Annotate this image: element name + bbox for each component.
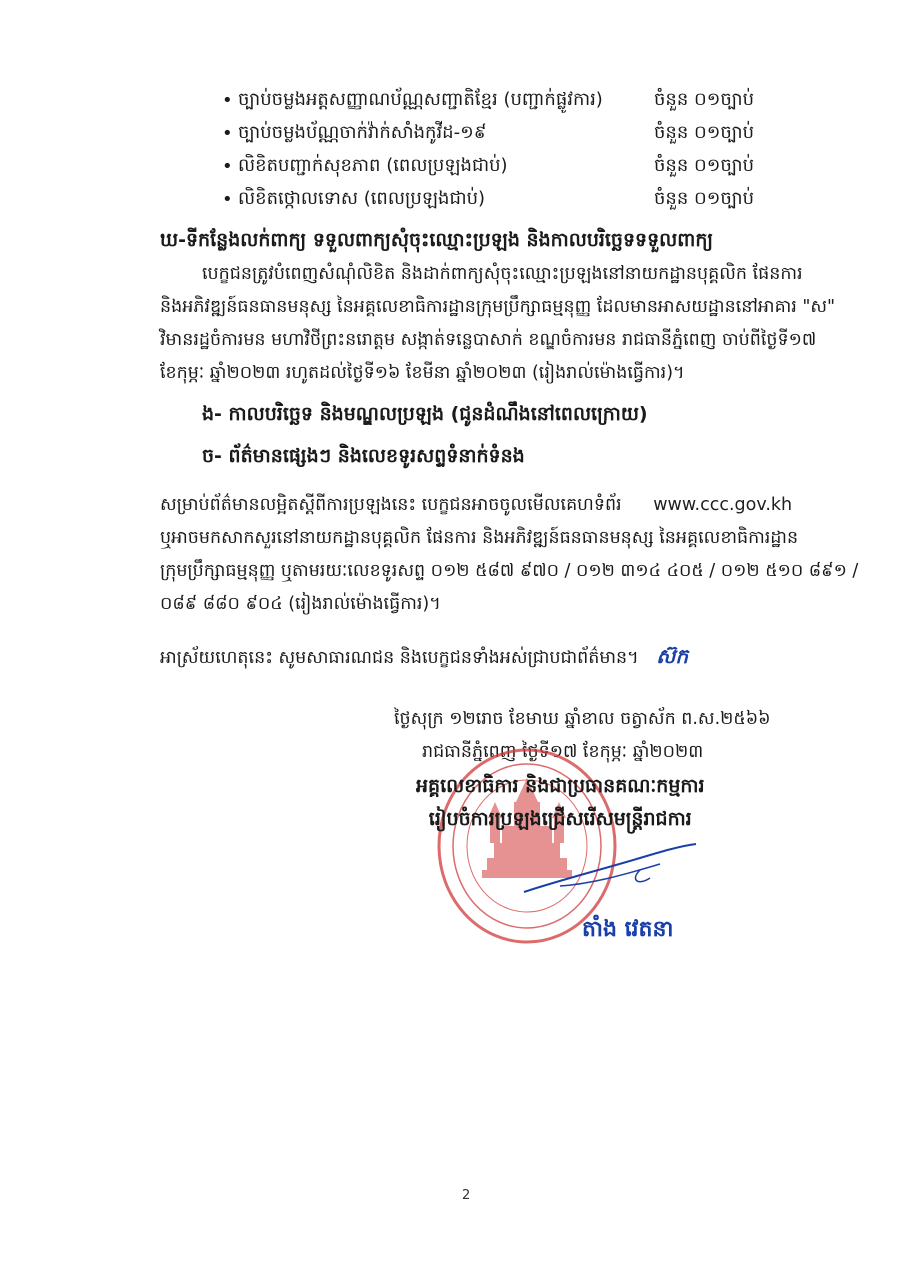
website-link[interactable]: www.ccc.gov.kh <box>653 495 793 515</box>
closing-statement <box>160 640 688 675</box>
section-cha-line: ក្រុមប្រឹក្សាធម្មនុញ្ញ ឬតាមរយៈលេខទូរសព្ទ ០១២ ៥៨៧ ៩៧០ / ០១២ ៣១៤ ៤០៥ / ០១២ ៥១០ ៨៩១ / <box>160 561 859 581</box>
section-ngo-heading: ង- កាលបរិច្ឆេទ និងមណ្ឌលប្រឡង (ជូនដំណឹងនៅពេលក្រោយ) <box>202 403 648 425</box>
signatory-name: តាំង វេតនា <box>582 917 674 942</box>
list-item-count: ចំនួន ០១ច្បាប់ <box>654 89 755 110</box>
section-cha-line1: សម្រាប់ព័ត៌មានលម្អិតស្ដីពីការប្រឡងនេះ បេក្ខជនអាចចូលមើលគេហទំព័រ <box>160 495 622 515</box>
list-item-text: ច្បាប់ចម្លងប័ណ្ណចាក់វ៉ាក់សាំងកូវីដ-១៩ <box>238 122 487 143</box>
list-item-text: លិខិតថ្កោលទោស (ពេលប្រឡងជាប់) <box>238 188 486 209</box>
signatory-title-line1: អគ្គលេខាធិការ និងជាប្រធានគណៈកម្មការ <box>416 775 705 797</box>
list-item-count: ចំនួន ០១ច្បាប់ <box>654 155 755 176</box>
section-gha-heading: ឃ-ទីកន្លែងលក់ពាក្យ ទទួលពាក្យសុំចុះឈ្មោះប្រឡង និងកាលបរិច្ឆេទទទួលពាក្យ <box>160 229 714 251</box>
handwritten-signature-icon <box>520 840 700 900</box>
signatory-title <box>416 770 705 836</box>
section-cha-line <box>160 489 792 522</box>
closing-text: អាស្រ័យហេតុនេះ សូមសាធារណជន និងបេក្ខជនទាំងអស់ជ្រាបជាព័ត៌មាន។ <box>160 648 639 668</box>
list-item-text: ច្បាប់ចម្លងអត្តសញ្ញាណប័ណ្ណសញ្ជាតិខ្មែរ (បញ្ជាក់ផ្លូវការ) <box>238 89 603 110</box>
list-item <box>222 150 812 183</box>
section-gha-line: ខែកុម្ភៈ ឆ្នាំ២០២៣ រហូតដល់ថ្ងៃទី១៦ ខែមីនា ឆ្នាំ២០២៣ (រៀងរាល់ម៉ោងធ្វើការ)។ <box>160 363 685 383</box>
section-gha-line: វិមានរដ្ឋចំការមន មហាវិថីព្រះនរោត្តម សង្កាត់ទន្លេបាសាក់ ខណ្ឌចំការមន រាជធានីភ្នំពេញ ចាប់ពីថ្ងៃទី១៧ <box>160 330 817 350</box>
list-item-count: ចំនួន ០១ច្បាប់ <box>654 188 755 209</box>
solar-date: រាជធានីភ្នំពេញ ថ្ងៃទី១៧ ខែកុម្ភៈ ឆ្នាំ២០២៣ <box>422 742 704 762</box>
handwritten-initial: ស៊ក <box>656 644 689 668</box>
signatory-title-line2: រៀបចំការប្រឡងជ្រើសរើសមន្ត្រីរាជការ <box>428 808 692 830</box>
list-item <box>222 84 812 117</box>
list-item-count: ចំនួន ០១ច្បាប់ <box>654 122 755 143</box>
section-cha-line: ០៨៩ ៨៨០ ៩០៤ (រៀងរាល់ម៉ោងធ្វើការ)។ <box>160 594 441 614</box>
list-item <box>222 117 812 150</box>
bullet-icon: • <box>222 90 233 111</box>
list-item <box>222 183 812 216</box>
required-documents-list <box>222 84 812 216</box>
list-item-text: លិខិតបញ្ជាក់សុខភាព (ពេលប្រឡងជាប់) <box>238 155 508 176</box>
bullet-icon: • <box>222 156 233 177</box>
lunar-date: ថ្ងៃសុក្រ ១២រោច ខែមាឃ ឆ្នាំខាល ចត្វាស័ក ព.ស.២៥៦៦ <box>394 709 771 729</box>
bullet-icon: • <box>222 189 233 210</box>
section-gha-line: និងអភិវឌ្ឍន៍ធនធានមនុស្ស នៃអគ្គលេខាធិការដ្ឋានក្រុមប្រឹក្សាធម្មនុញ្ញ ដែលមានអាសយដ្ឋាននៅអាគារ "ស" <box>160 297 836 317</box>
section-cha-line: ឬអាចមកសាកសួរនៅនាយកដ្ឋានបុគ្គលិក ផែនការ និងអភិវឌ្ឍន៍ធនធានមនុស្ស នៃអគ្គលេខាធិការដ្ឋាន <box>160 528 799 548</box>
page-number: 2 <box>462 1188 471 1203</box>
section-cha-heading: ច- ព័ត៌មានផ្សេងៗ និងលេខទូរសព្ទទំនាក់ទំនង <box>202 445 525 467</box>
bullet-icon: • <box>222 123 233 144</box>
section-gha-line: បេក្ខជនត្រូវបំពេញសំណុំលិខិត និងដាក់ពាក្យសុំចុះឈ្មោះប្រឡងនៅនាយកដ្ឋានបុគ្គលិក ផែនការ <box>202 264 803 284</box>
